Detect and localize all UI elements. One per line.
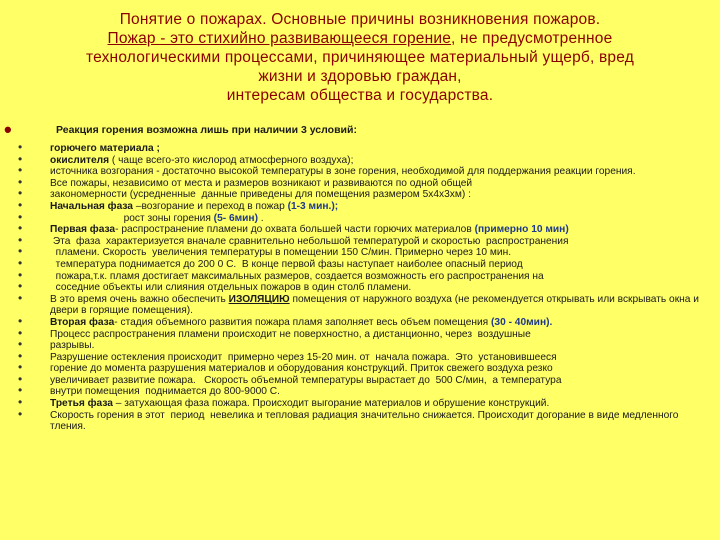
bullet-icon: • — [4, 117, 12, 142]
item-text: Скорость горения в этот период невелика и тепловая радиация значительно снижается. Происходит догорание в виде медленного тления. — [50, 409, 685, 433]
bullet-icon: • — [18, 313, 23, 328]
item-text: рост зоны горения — [50, 212, 214, 224]
definition-term: Пожар - это стихийно развивающееся горение — [107, 30, 452, 47]
item-text: (5- 6мин) — [213, 212, 258, 224]
item-text: температура поднимается до 200 0 С. В конце первой фазы наступает наиболее опасный период — [50, 258, 523, 270]
item-text: Первая фаза — [50, 224, 116, 236]
item-text: закономерности (усредненные данные приведены для помещения размером 5х4х3хм) : — [50, 189, 471, 201]
title-line-4: жизни и здоровью граждан, — [258, 68, 462, 85]
list-item — [0, 244, 715, 259]
item-text: – затухающая фаза пожара. Происходит выгорание материалов и обрушение конструкций. — [112, 398, 550, 410]
bullet-icon: • — [18, 140, 23, 154]
bullet-icon: • — [18, 279, 23, 294]
list-item — [0, 279, 715, 294]
item-text: - стадия объемного развития пожара пламя заполняет весь объем помещения — [114, 316, 492, 328]
item-text: (примерно 10 мин) — [474, 224, 569, 236]
bullet-icon: • — [18, 337, 23, 352]
list-item — [0, 360, 715, 375]
title-line-2 — [0, 29, 720, 48]
item-text: горение до момента разрушения материалов и оборудования конструкций. Приток свежего воздуха резко — [50, 363, 553, 375]
intro-line — [4, 117, 704, 142]
item-text: . — [257, 212, 264, 224]
bullet-icon: • — [18, 395, 23, 410]
item-text: источника возгорания - достаточно высокой температуры в зоне горения, необходимой для поддержания реакции горения. — [50, 166, 636, 178]
bullet-icon: • — [18, 267, 23, 282]
bullet-icon: • — [18, 197, 23, 212]
item-text: Третья фаза — [50, 398, 113, 410]
item-text: Разрушение остекления происходит примерно через 15-20 мин. от начала пожара. Это установившееся — [50, 351, 557, 363]
bullet-list — [0, 140, 715, 433]
bullet-icon: • — [18, 255, 23, 270]
list-item — [0, 313, 715, 329]
bullet-icon: • — [18, 163, 23, 178]
bullet-icon: • — [18, 244, 23, 259]
bullet-icon: • — [18, 232, 23, 247]
item-text: Процесс распространения пламени происходит не поверхностно, а дистанционно, через воздушные — [50, 328, 531, 340]
list-item — [0, 140, 715, 155]
item-text: Начальная фаза — [50, 200, 136, 212]
bullet-icon: • — [18, 209, 23, 224]
list-item — [0, 348, 715, 364]
list-item — [0, 325, 715, 341]
bullet-icon: • — [18, 186, 23, 201]
item-text: внутри помещения поднимается до 800-9000 С. — [50, 386, 280, 398]
bullet-icon: • — [18, 348, 23, 363]
slide-title — [0, 10, 720, 105]
item-text: увеличивает развитие пожара. Скорость объемной температуры вырастает до 500 С/мин, а температура — [50, 374, 562, 386]
bullet-icon: • — [18, 290, 23, 305]
list-item — [0, 255, 715, 271]
list-item — [0, 395, 715, 410]
title-line-5: интересам общества и государства. — [226, 87, 494, 104]
title-line-2-rest: , не предусмотренное — [451, 30, 613, 47]
bullet-icon: • — [18, 151, 23, 166]
list-item — [0, 290, 715, 317]
list-item — [0, 221, 715, 236]
list-item — [0, 406, 715, 433]
list-item — [0, 383, 715, 398]
bullet-icon: • — [18, 383, 23, 398]
item-text: (30 - 40мин). — [491, 316, 553, 328]
list-item — [0, 197, 715, 213]
bullet-icon: • — [18, 360, 23, 375]
item-text: ИЗОЛЯЦИЮ — [228, 293, 290, 305]
title-line-1: Понятие о пожарах. Основные причины возникновения пожаров. — [119, 11, 601, 28]
item-text: Все пожары, независимо от места и размеров возникают и развиваются по одной общей — [50, 177, 473, 189]
bullet-icon: • — [18, 325, 23, 340]
bullet-icon: • — [18, 221, 23, 236]
list-item — [0, 174, 715, 190]
list-item — [0, 209, 715, 225]
item-text: (1-3 мин.); — [287, 200, 339, 212]
intro-text: Реакция горения возможна лишь при наличии 3 условий: — [56, 124, 357, 136]
item-text: Вторая фаза — [50, 316, 115, 328]
item-text: Эта фаза характеризуется вначале сравнительно небольшой температурой и скоростью распространения — [50, 235, 569, 247]
list-item — [0, 371, 715, 387]
item-text: пламени. Скорость увеличения температуры в помещении 150 С/мин. Примерно через 10 мин. — [50, 247, 512, 259]
bullet-icon: • — [18, 174, 23, 189]
item-text: - распространение пламени до охвата большей части горючих материалов — [115, 224, 475, 236]
item-text: ( чаще всего-это кислород атмосферного воздуха); — [109, 154, 354, 166]
list-item — [0, 151, 715, 167]
item-text: помещения от наружного воздуха (не рекомендуется открывать или вскрывать окна и двери в горящие помещения). — [50, 293, 702, 317]
item-text: пожара,т.к. пламя достигает максимальных размеров, создается возможность его распространения на — [50, 270, 544, 282]
list-item — [0, 232, 715, 248]
list-item — [0, 337, 715, 352]
title-line-3: технологическими процессами, причиняющее материальный ущерб, вред — [86, 49, 634, 66]
bullet-icon: • — [18, 371, 23, 386]
item-text: соседние объекты или слияния отдельных пожаров в один столб пламени. — [50, 282, 412, 294]
item-text: разрывы. — [50, 340, 95, 352]
list-item — [0, 186, 715, 201]
list-item — [0, 267, 715, 283]
list-item — [0, 163, 715, 178]
item-text: –возгорание и переход в пожар — [135, 200, 288, 212]
item-text: В это время очень важно обеспечить — [50, 293, 229, 305]
bullet-icon: • — [18, 406, 23, 421]
item-text: горючего материала ; — [50, 143, 160, 154]
item-text: окислителя — [50, 154, 110, 166]
